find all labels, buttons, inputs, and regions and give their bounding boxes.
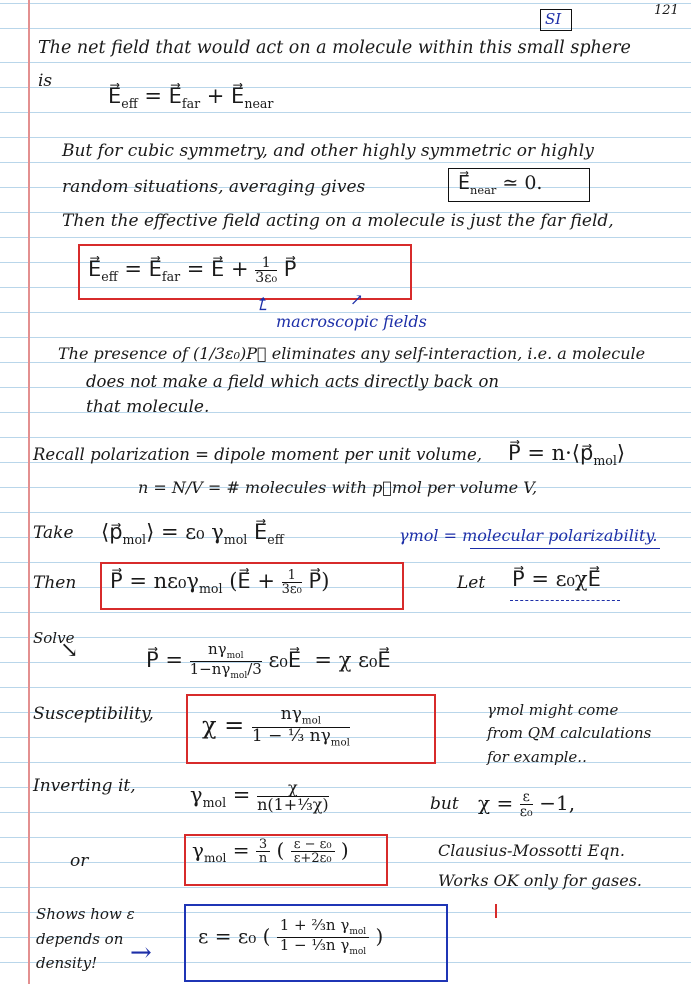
shows-arrow: →	[130, 938, 152, 968]
cm-name: Clausius-Mossotti Eqn.	[438, 841, 625, 860]
let-label: Let	[457, 573, 486, 593]
gamma-def: γmol = molecular polarizability.	[399, 526, 658, 545]
page-number: 121	[654, 3, 679, 18]
let-underline	[510, 600, 620, 601]
solve-label: Solve	[33, 629, 75, 647]
eq-near: $E⃗_{near}$ ≃ 0.	[458, 172, 543, 197]
cm-note: Works OK only for gases.	[438, 871, 643, 890]
margin-line	[28, 0, 30, 984]
eq-p: P⃗ = $n\cdot⟨p⃗_{mol}⟩$	[508, 441, 626, 469]
line-3: But for cubic symmetry, and other highly symmetric or highly	[62, 141, 594, 161]
si-tag: SI	[545, 10, 562, 28]
macroscopic-label: macroscopic fields	[276, 312, 427, 331]
eq-eff: $E⃗_{eff}$ = $E⃗_{far}$ + $E⃗_{near}$	[108, 84, 274, 112]
line-4: random situations, averaging gives	[62, 177, 366, 197]
eq-cm: $\gamma_{mol}$ = $\frac{3}{n}$ ( $\frac{\text{ε − ε₀}}{\text{ε+2ε₀}}$ )	[192, 837, 349, 866]
line-1: The net field that would act on a molecule within this small sphere	[38, 38, 631, 58]
eq-invert: $\gamma_{mol}$ = $\frac{\chi}{\text{n(1+⅓χ)}}$	[190, 778, 329, 814]
invert-label: Inverting it,	[33, 776, 136, 796]
red-mark	[495, 904, 497, 918]
take-label: Take	[33, 523, 74, 543]
line-2: is	[38, 71, 53, 91]
eq-take: $⟨p⃗_{mol}⟩ = \varepsilon_0$ $\gamma_{mol}$ $E⃗_{eff}$	[101, 520, 284, 548]
line-7: does not make a field which acts directly back on	[86, 372, 500, 391]
arrow-left-up: ⮤	[256, 294, 267, 315]
eq-then: P⃗ = $n\varepsilon_0\gamma_{mol}$ (E⃗ + $\frac{1}{\text{3ε₀}}$ P⃗)	[110, 568, 330, 597]
or-label: or	[70, 851, 89, 871]
susc-label: Susceptibility,	[33, 704, 154, 724]
but-label: but	[430, 794, 459, 814]
shows-1: Shows how ε	[36, 905, 135, 923]
note-2: from QM calculations	[487, 724, 652, 742]
then-label: Then	[33, 573, 77, 593]
line-10: n = N/V = # molecules with p⃗mol per volume V,	[138, 478, 538, 497]
line-6: The presence of (1/3ε₀)P⃗ eliminates any self-interaction, i.e. a molecule	[58, 344, 646, 363]
eq-far: $E⃗_{eff}$ = $E⃗_{far}$ = E⃗ + $\frac{1}{\text{3ε₀}}$ P⃗	[88, 255, 297, 286]
shows-2: depends on	[36, 930, 124, 948]
gamma-underline	[470, 548, 660, 549]
eq-final: ε = ε₀ ( $\frac{1 + \frac{2}{3}n \gamma_{mol}}{1 - \frac{1}{3}n \gamma_{mol}}$ )	[198, 916, 384, 957]
line-8: that molecule.	[86, 397, 210, 417]
eq-let: P⃗ = ε₀χE⃗	[512, 567, 601, 591]
line-9: Recall polarization = dipole moment per unit volume,	[33, 445, 482, 464]
eq-solve: P⃗ = $\frac{n\gamma_{mol}}{1-n\gamma_{mol}/3}$ ε₀E⃗ = χ ε₀E⃗	[146, 640, 391, 681]
eq-but: χ = $\frac{\varepsilon}{\text{ε₀}}$ −1,	[478, 789, 576, 820]
note-3: for example..	[487, 748, 587, 766]
line-5: Then the effective field acting on a molecule is just the far field,	[62, 211, 614, 231]
arrow-right-up: ↗	[350, 290, 364, 309]
note-1: γmol might come	[487, 701, 619, 719]
eq-susc: χ = $\frac{n\gamma_{mol}}{1 - \frac{1}{3} n\gamma_{mol}}$	[202, 704, 350, 748]
solve-arrow: ↘	[60, 638, 79, 663]
shows-3: density!	[36, 954, 98, 972]
